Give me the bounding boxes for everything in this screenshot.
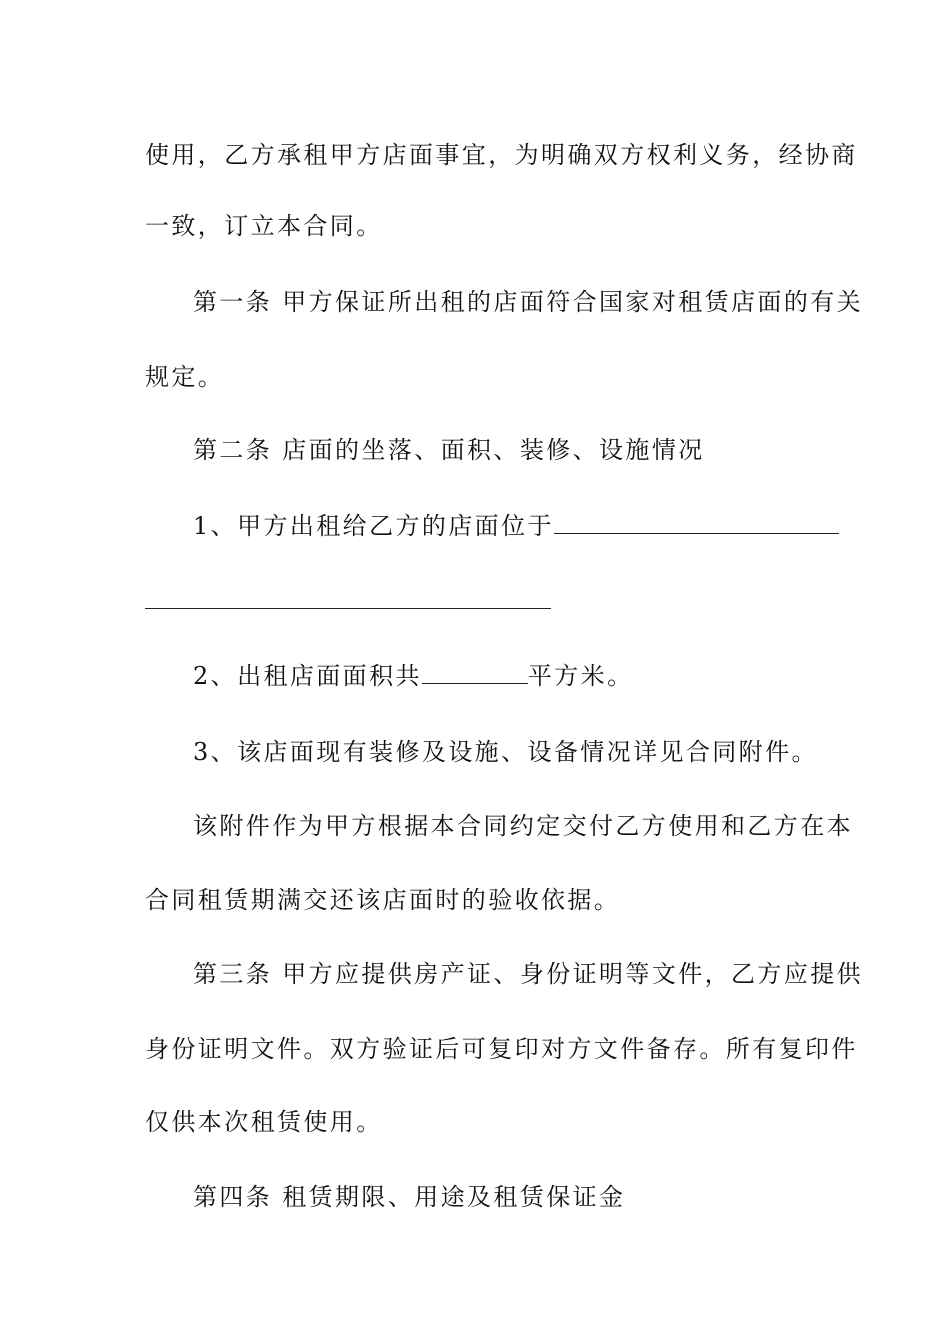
- clause-location-line: [193, 511, 853, 541]
- area-blank-field: [422, 661, 528, 684]
- clause-area-line: [193, 661, 853, 691]
- paragraph-line: 规定。: [145, 363, 225, 391]
- location-blank-continuation: [145, 608, 551, 609]
- clause-area-unit: 平方米。: [527, 662, 634, 690]
- clause-fixtures-line: 3、该店面现有装修及设施、设备情况详见合同附件。: [193, 738, 818, 766]
- article-3-line: 第三条 甲方应提供房产证、身份证明等文件，乙方应提供: [193, 960, 864, 988]
- clause-area-label: 2、出租店面面积共: [193, 662, 422, 690]
- paragraph-line: 身份证明文件。双方验证后可复印对方文件备存。所有复印件: [145, 1035, 858, 1063]
- paragraph-line: 该附件作为甲方根据本合同约定交付乙方使用和乙方在本: [193, 812, 853, 840]
- article-1-line: 第一条 甲方保证所出租的店面符合国家对租赁店面的有关: [193, 288, 864, 316]
- paragraph-line: 仅供本次租赁使用。: [145, 1108, 383, 1136]
- location-blank-field: [554, 511, 839, 534]
- paragraph-line: 一致，订立本合同。: [145, 212, 383, 240]
- article-2-heading: 第二条 店面的坐落、面积、装修、设施情况: [193, 436, 705, 464]
- paragraph-line: 合同租赁期满交还该店面时的验收依据。: [145, 886, 621, 914]
- article-4-heading: 第四条 租赁期限、用途及租赁保证金: [193, 1183, 626, 1211]
- paragraph-line: 使用，乙方承租甲方店面事宜，为明确双方权利义务，经协商: [145, 141, 858, 169]
- clause-location-label: 1、甲方出租给乙方的店面位于: [193, 512, 554, 540]
